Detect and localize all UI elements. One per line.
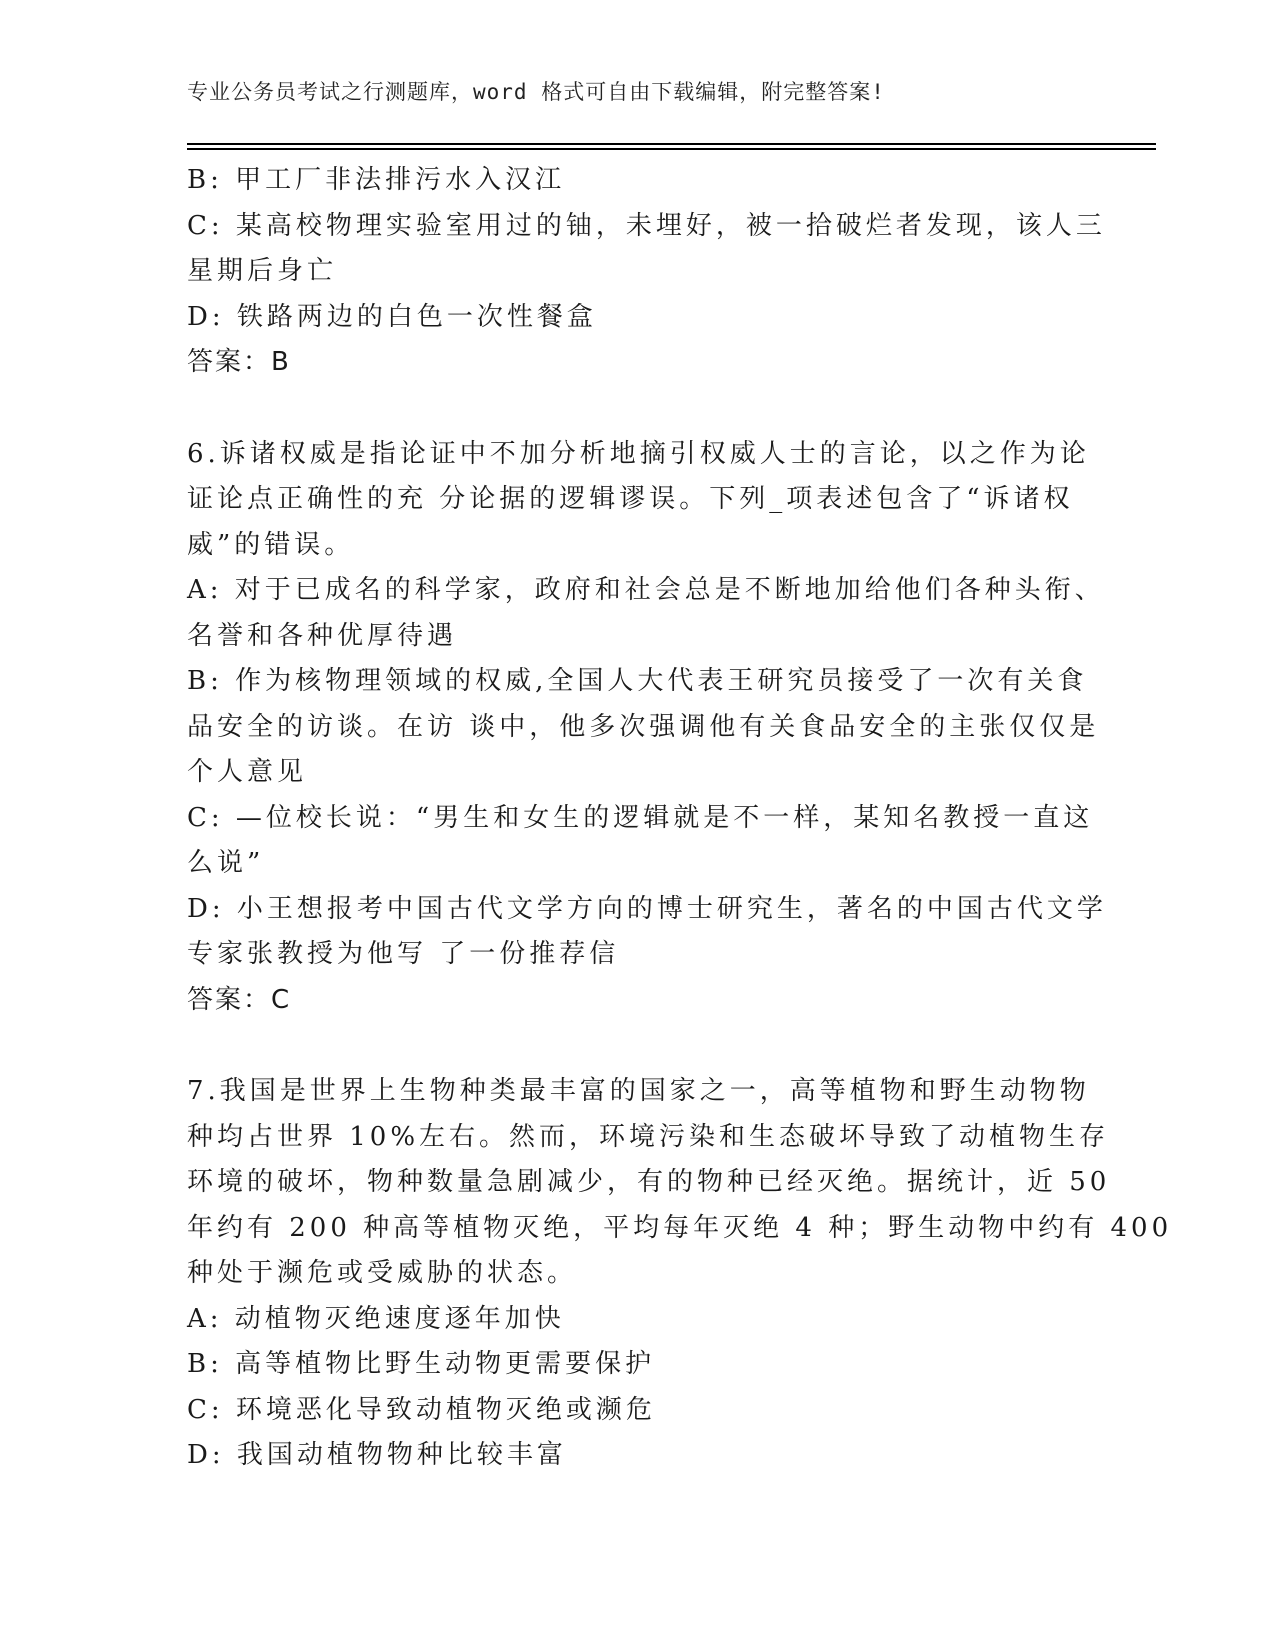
option-d: D: 我国动植物物种比较丰富 <box>187 1440 567 1470</box>
option-d-cont: 专家张教授为他写 了一份推荐信 <box>187 939 620 969</box>
question-6 <box>187 432 1107 1024</box>
document-body <box>187 158 1173 1479</box>
question-5-tail <box>187 158 1106 386</box>
question-stem-cont: 种均占世界 10%左右。然而，环境污染和生态破坏导致了动植物生存 <box>187 1121 1110 1152</box>
header-rule-top <box>187 143 1156 145</box>
option-c: C: 某高校物理实验室用过的铀，未埋好，被一拾破烂者发现，该人三 <box>187 210 1106 241</box>
answer-line: 答案：B <box>187 347 291 377</box>
option-d: D: 铁路两边的白色一次性餐盒 <box>187 301 597 332</box>
option-b: B: 高等植物比野生动物更需要保护 <box>187 1349 656 1379</box>
option-b-cont: 品安全的访谈。在访 谈中，他多次强调他有关食品安全的主张仅仅是 <box>187 711 1100 742</box>
option-a: A: 对于已成名的科学家，政府和社会总是不断地加给他们各种头衔、 <box>187 575 1105 605</box>
option-c: C: 环境恶化导致动植物灭绝或濒危 <box>187 1394 656 1425</box>
question-stem: 6.诉诸权威是指论证中不加分析地摘引权威人士的言论，以之作为论 <box>187 438 1090 469</box>
spacer <box>187 386 1087 432</box>
question-stem: 7.我国是世界上生物种类最丰富的国家之一，高等植物和野生动物物 <box>187 1076 1090 1106</box>
option-a: A: 动植物灭绝速度逐年加快 <box>187 1303 565 1334</box>
option-c: C: —位校长说：“男生和女生的逻辑就是不一样，某知名教授一直这 <box>187 802 1094 833</box>
question-stem-cont: 证论点正确性的充 分论据的逻辑谬误。下列_项表述包含了“诉诸权 <box>187 484 1074 514</box>
question-stem-cont: 种处于濒危或受威胁的状态。 <box>187 1258 578 1288</box>
question-stem-cont: 年约有 200 种高等植物灭绝，平均每年灭绝 4 种；野生动物中约有 400 <box>187 1212 1173 1243</box>
option-c-cont: 星期后身亡 <box>187 256 338 286</box>
option-c-cont: 么说” <box>187 848 265 878</box>
option-a-cont: 名誉和各种优厚待遇 <box>187 620 458 651</box>
question-stem-cont: 环境的破坏，物种数量急剧减少，有的物种已经灭绝。据统计，近 50 <box>187 1167 1111 1197</box>
answer-line: 答案：C <box>187 984 292 1015</box>
question-stem-cont: 威”的错误。 <box>187 529 355 560</box>
option-b-cont: 个人意见 <box>187 757 308 787</box>
header-rule-bottom <box>187 148 1156 150</box>
option-d: D: 小王想报考中国古代文学方向的博士研究生，著名的中国古代文学 <box>187 893 1107 924</box>
question-7 <box>187 1069 1173 1479</box>
page-header: 专业公务员考试之行测题库，word 格式可自由下载编辑，附完整答案! <box>187 80 885 104</box>
spacer <box>187 1023 1087 1069</box>
option-b: B: 甲工厂非法排污水入汉江 <box>187 165 566 195</box>
option-b: B: 作为核物理领域的权威,全国人大代表王研究员接受了一次有关食 <box>187 666 1088 696</box>
